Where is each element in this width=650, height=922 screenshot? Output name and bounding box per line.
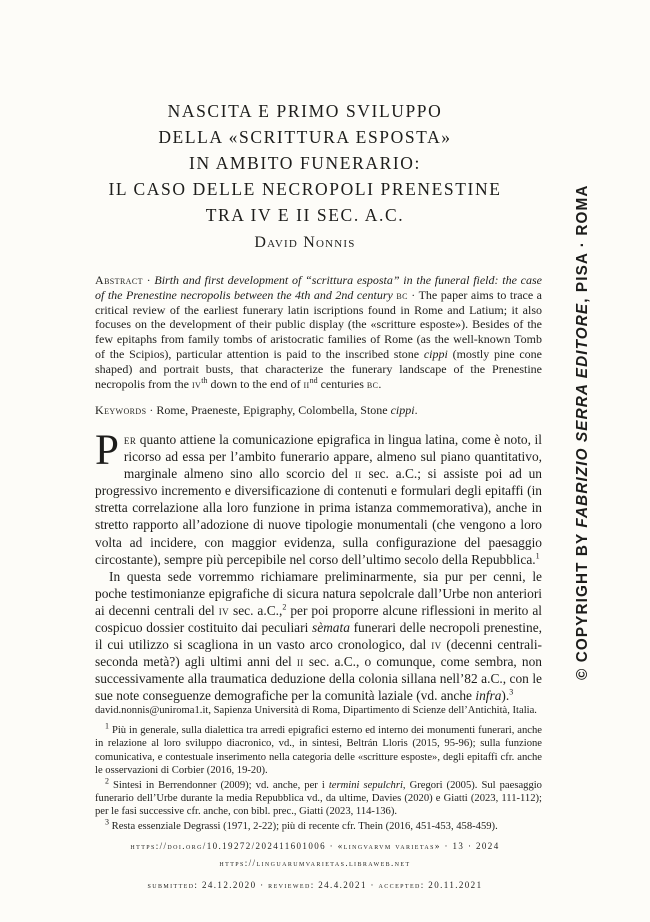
- title-line-2: DELLA «SCRITTURA ESPOSTA»: [158, 127, 452, 147]
- footnote-2-text-a: Sintesi in Berrendonner (2009); vd. anche, per i: [113, 779, 329, 791]
- keywords-separator: ·: [146, 403, 157, 417]
- keywords-label: Keywords: [95, 403, 147, 417]
- abstract-title-era: bc: [396, 287, 408, 302]
- abstract-title: Birth and first development of “scrittura esposta” in the funeral field: the case of the Prenestine necropolis between the 4th and 2nd century: [95, 273, 542, 302]
- p2-text-d: funerari delle necropoli prenestine, il cui utilizzo si scagliona in un vasto arco cronologico, dal: [95, 620, 542, 653]
- abstract-text-3: down to the end of: [207, 376, 304, 391]
- abstract-era-end: bc: [366, 376, 379, 391]
- p1-text-a: quanto attiene la comunicazione epigrafica in lingua latina, come è noto, il ricorso ad essa per l’ambito funerario appare, almeno sul piano quantitativo, marginale almeno sino allo scorcio del: [123, 432, 542, 482]
- p2-semata: sèmata: [311, 620, 350, 636]
- footnote-1-text: Più in generale, sulla dialettica tra arredi epigrafici esterno ed interno dei monumenti funerari, anche in relazione al loro sviluppo diacronico, vd., in sintesi, Beltrán Lloris (2015, 95-96); sulla funzione comunicativa, e contestuale inserimento nella categoria delle «scritture esposte», degli epitaffi cfr. anche le osservazioni di Corbier (2016, 19-20).: [95, 725, 542, 777]
- p2-text-g: ).: [501, 688, 510, 704]
- author-name: David Nonnis: [254, 234, 356, 251]
- copyright-suffix: , PISA · ROMA: [574, 184, 591, 303]
- journal-url[interactable]: https://linguarumvarietas.libraweb.net: [219, 858, 411, 868]
- abstract-separator-2: ·: [407, 287, 419, 302]
- author-affiliation: david.nonnis@uniroma1.it, Sapienza Università di Roma, Dipartimento di Scienze dell’Antichità, Italia.: [95, 705, 537, 716]
- p2-text-e: (decenni centrali-seconda metà?) agli ultimi anni del: [95, 637, 542, 670]
- abstract-text-1: The paper aims to trace a critical review of the earliest funerary latin iscriptions found in Rome and Latium; it also focuses on the development of their public display (the «scritture esposte»). Besides of the few epitaphs from family tombs of aristocratic families of Rome (as the well-known Tomb of the Scipios), particular attention is paid to the inscribed stone: [95, 287, 543, 361]
- drop-cap-continuation: er: [123, 432, 137, 447]
- title-line-4: IL CASO DELLE NECROPOLI PRENESTINE: [108, 179, 502, 199]
- title-line-5: TRA IV E II SEC. A.C.: [205, 205, 405, 225]
- p2-infra: infra: [475, 688, 502, 704]
- copyright-prefix: © COPYRIGHT BY: [574, 527, 591, 680]
- footnotes: [95, 721, 542, 834]
- footnote-3-number: 3: [105, 817, 109, 827]
- p2-text-b: sec. a.C.,: [229, 602, 283, 618]
- p1-century-ii: ii: [354, 466, 362, 482]
- p2-text-a: In questa sede vorremmo richiamare preliminarmente, sia pur per cenni, le poche testimonianze epigrafiche di sicura natura sepolcrale dall’Urbe non anteriori ai decenni centrali del: [95, 568, 542, 618]
- footnote-3: [95, 817, 542, 833]
- keywords-end: .: [414, 403, 418, 417]
- p2-century-ii: ii: [296, 654, 304, 670]
- p2-century-iv-2: iv: [431, 637, 442, 653]
- abstract-text-4: centuries: [317, 376, 367, 391]
- abstract-century-ii: ii: [303, 376, 310, 391]
- footnote-2-italic: termini sepulchri: [328, 779, 403, 791]
- copyright-notice: [574, 184, 596, 680]
- doi-line[interactable]: https://doi.org/10.19272/202411601006 · «lingvarvm varietas» · 13 · 2024: [130, 841, 500, 851]
- footnote-2-number: 2: [105, 776, 109, 786]
- abstract-period: .: [378, 376, 382, 391]
- footnote-ref-1[interactable]: 1: [535, 551, 540, 561]
- abstract: [95, 273, 542, 391]
- footnote-3-text: Resta essenziale Degrassi (1971, 2-22); più di recente cfr. Thein (2016, 451-453, 458-459).: [111, 820, 498, 832]
- p2-century-iv: iv: [218, 602, 230, 618]
- footnote-1: [95, 721, 542, 778]
- drop-cap: P: [95, 427, 119, 474]
- abstract-century-iv: iv: [191, 376, 202, 391]
- keywords: [95, 403, 542, 418]
- footnote-2: [95, 776, 542, 819]
- abstract-cippi: cippi: [423, 346, 448, 361]
- p2-text-f: sec. a.C., o comunque, come sembra, non successivamente alla traumatica deduzione della colonia sillana nell’82 a.C., con le sue note conseguenze demografiche per la comunità laziale (vd. anche: [95, 654, 542, 704]
- submission-dates: submitted: 24.12.2020 · reviewed: 24.4.2021 · accepted: 20.11.2021: [147, 880, 483, 890]
- footnote-ref-3[interactable]: 3: [509, 687, 514, 697]
- copyright-publisher: FABRIZIO SERRA EDITORE: [574, 302, 591, 528]
- keywords-italic: cippi: [390, 403, 415, 417]
- p2-text-c: per poi proporre alcune riflessioni in merito al cospicuo dossier costituito dai peculiari: [95, 602, 543, 636]
- abstract-text-2: (mostly pine cone shaped) and portrait busts, that characterize the funerary landscape of the Prenestine necropolis from the: [95, 346, 542, 391]
- abstract-separator: ·: [142, 273, 155, 287]
- title-line-3: IN AMBITO FUNERARIO:: [189, 153, 421, 173]
- body-text: [95, 427, 543, 705]
- abstract-sup-nd: nd: [309, 375, 318, 385]
- p1-text-b: sec. a.C.; si assiste poi ad un progressivo incremento e diversificazione di contenuti e formulari degli epitaffi (in stretta correlazione alla loro funzione in prima istanza commemorativa), anche in stretto rapporto all’adozione di nuove tipologie monumentali (che vengono a loro volta ad incidere, con maggior evidenza, sulla configurazione del paesaggio circostante), sempre più percepibile nel corso dell’ultimo secolo della Repubblica.: [95, 466, 542, 567]
- title-line-1: NASCITA E PRIMO SVILUPPO: [167, 101, 443, 121]
- abstract-label: Abstract: [95, 273, 143, 287]
- footnote-1-number: 1: [105, 721, 109, 731]
- paragraph-2: [95, 568, 542, 705]
- article-title: [80, 98, 530, 228]
- keywords-text: Rome, Praeneste, Epigraphy, Colombella, Stone: [156, 403, 391, 417]
- paragraph-1: [95, 427, 542, 568]
- footnote-ref-2[interactable]: 2: [282, 602, 287, 612]
- footnote-2-text-b: , Gregori (2005). Sul paesaggio funerario dell’Urbe durante la media Repubblica vd., da ultime, Davies (2020) e Giatti (2023, 111-112); per le fasi successive cfr. anche, con bibl. prec., Giatti (2023, 114-136).: [95, 779, 542, 818]
- abstract-sup-th: th: [201, 375, 208, 385]
